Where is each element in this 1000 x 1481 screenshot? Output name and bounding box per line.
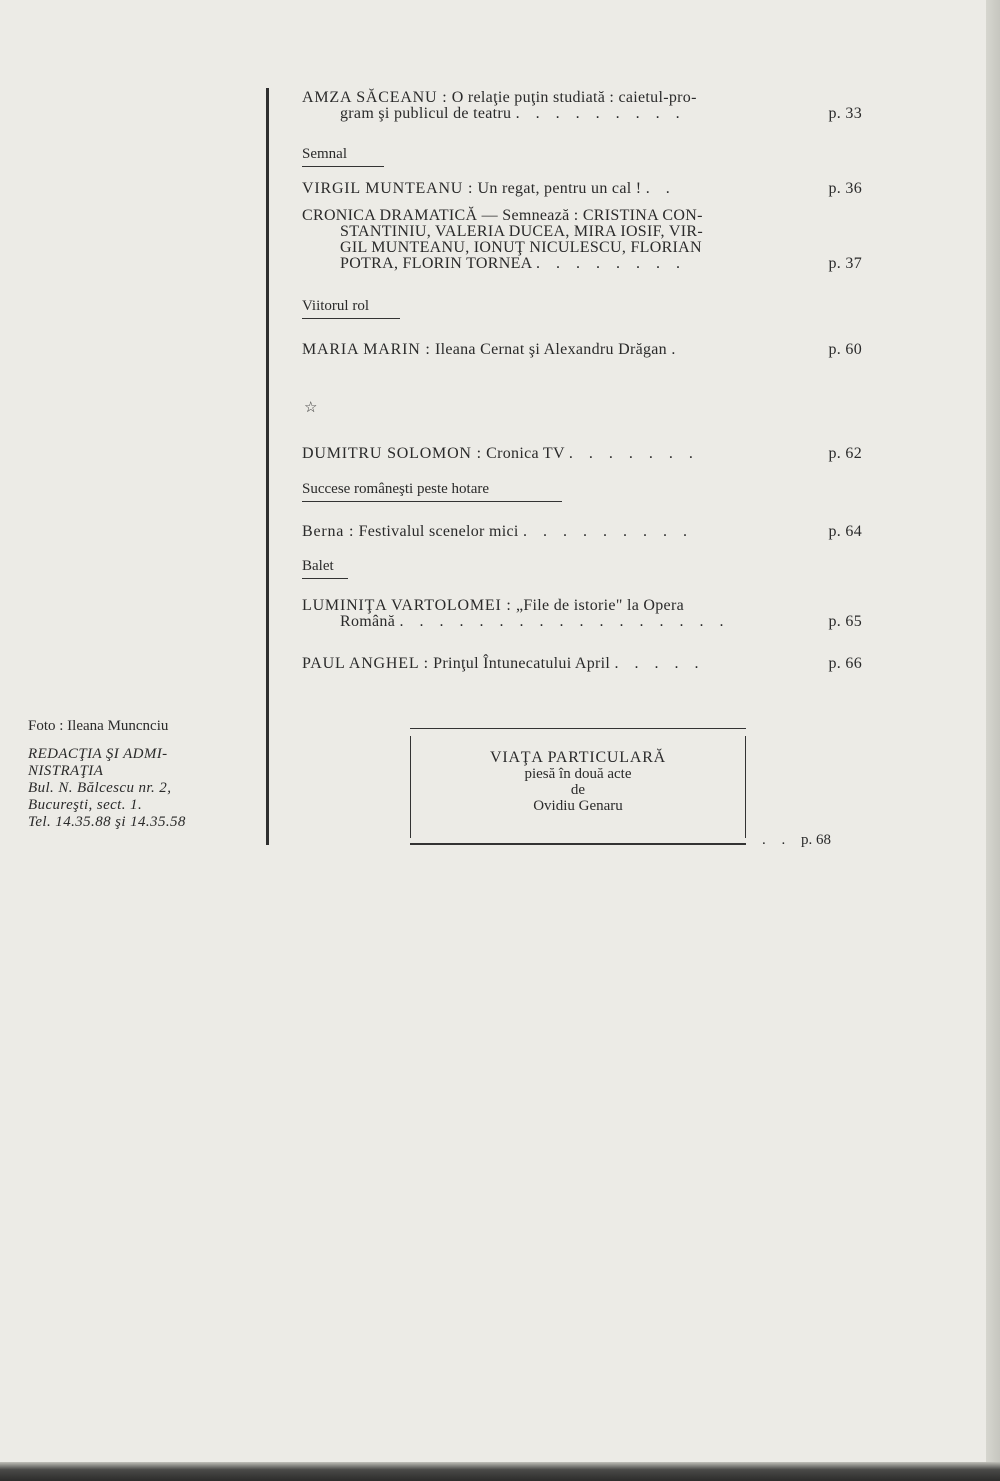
imprint-line: Bucureşti, sect. 1.	[28, 797, 143, 813]
entry-author: LUMINIŢA VARTOLOMEI :	[302, 597, 512, 614]
imprint-line: NISTRAŢIA	[28, 763, 104, 779]
entry-title: O relaţie puţin studiată : caietul-pro-	[451, 89, 697, 106]
box-border-top	[410, 728, 746, 729]
vertical-rule	[266, 88, 269, 845]
toc-entry	[302, 446, 862, 462]
section-heading: Viitorul rol	[302, 298, 400, 319]
leader-dots: . .	[645, 180, 676, 197]
toc-entry	[302, 598, 862, 630]
entry-author: AMZA SĂCEANU :	[302, 89, 448, 106]
toc-entry	[302, 90, 862, 122]
page-number: p. 64	[828, 523, 862, 540]
page-number: p. 33	[828, 105, 862, 122]
section-heading: Semnal	[302, 146, 384, 167]
entry-title: Cronica TV	[486, 445, 565, 462]
entry-title-continued: Română	[340, 613, 396, 630]
leader-dots: . . . . . . .	[568, 445, 699, 462]
page-edge	[986, 0, 1000, 1481]
imprint-line: REDACŢIA ŞI ADMI-	[28, 746, 168, 762]
featured-play-box	[410, 728, 746, 844]
entry-title: Ileana Cernat şi Alexandru Drăgan	[434, 341, 667, 358]
leader-dots: . . . . . . . .	[535, 255, 686, 272]
page-bottom-edge	[0, 1462, 1000, 1481]
play-page-number: p. 68	[801, 832, 831, 848]
page-number: p. 62	[828, 445, 862, 462]
page-number: p. 66	[828, 655, 862, 672]
entry-line: CRONICA DRAMATICĂ — Semnează : CRISTINA CON-	[302, 207, 703, 224]
toc-entry	[302, 208, 862, 272]
entry-author: VIRGIL MUNTEANU :	[302, 180, 474, 197]
entry-line: STANTINIU, VALERIA DUCEA, MIRA IOSIF, VIR-	[340, 223, 703, 240]
leader-dots: . . . . . . . . .	[522, 523, 693, 540]
section-heading: Balet	[302, 558, 348, 579]
entry-author: Berna :	[302, 523, 355, 540]
leader-dots: . . . . . . . . .	[515, 105, 686, 122]
page-number: p. 65	[828, 613, 862, 630]
leader-dots: . .	[762, 832, 801, 848]
page-number: p. 60	[828, 341, 862, 358]
play-by: de	[570, 782, 586, 798]
play-author: Ovidiu Genaru	[533, 798, 623, 814]
entry-author: MARIA MARIN :	[302, 341, 431, 358]
page-number: p. 36	[828, 180, 862, 197]
entry-title: Un regat, pentru un cal !	[477, 180, 642, 197]
leader-dots: .	[671, 341, 682, 358]
entry-title: Prinţul Întunecatului April	[433, 655, 611, 672]
entry-title: Festivalul scenelor mici	[358, 523, 519, 540]
toc-entry	[302, 181, 862, 197]
toc-entry	[302, 524, 862, 540]
entry-line: POTRA, FLORIN TORNEA	[340, 255, 532, 272]
toc-entry	[302, 656, 862, 672]
star-ornament: ☆	[304, 400, 318, 416]
imprint	[28, 746, 253, 831]
leader-dots: . . . . .	[614, 655, 705, 672]
box-border-bottom	[410, 843, 746, 845]
toc-entry	[302, 342, 862, 358]
entry-author: PAUL ANGHEL :	[302, 655, 429, 672]
leader-dots: . . . . . . . . . . . . . . . . .	[399, 613, 730, 630]
play-title: VIAŢA PARTICULARĂ	[489, 749, 667, 766]
imprint-line: Bul. N. Bălcescu nr. 2,	[28, 780, 172, 796]
imprint-line: Tel. 14.35.88 şi 14.35.58	[28, 814, 186, 830]
photo-credit: Foto : Ileana Muncnciu	[28, 718, 169, 734]
play-subtitle: piesă în două acte	[524, 766, 632, 782]
entry-title-continued: gram şi publicul de teatru	[340, 105, 512, 122]
entry-title: „File de istorie" la Opera	[515, 597, 684, 614]
page-number: p. 37	[828, 255, 862, 272]
page-number	[762, 832, 831, 849]
entry-line: GIL MUNTEANU, IONUŢ NICULESCU, FLORIAN	[340, 239, 702, 256]
box-content	[410, 750, 746, 814]
entry-author: DUMITRU SOLOMON :	[302, 445, 482, 462]
section-heading: Succese româneşti peste hotare	[302, 481, 562, 502]
